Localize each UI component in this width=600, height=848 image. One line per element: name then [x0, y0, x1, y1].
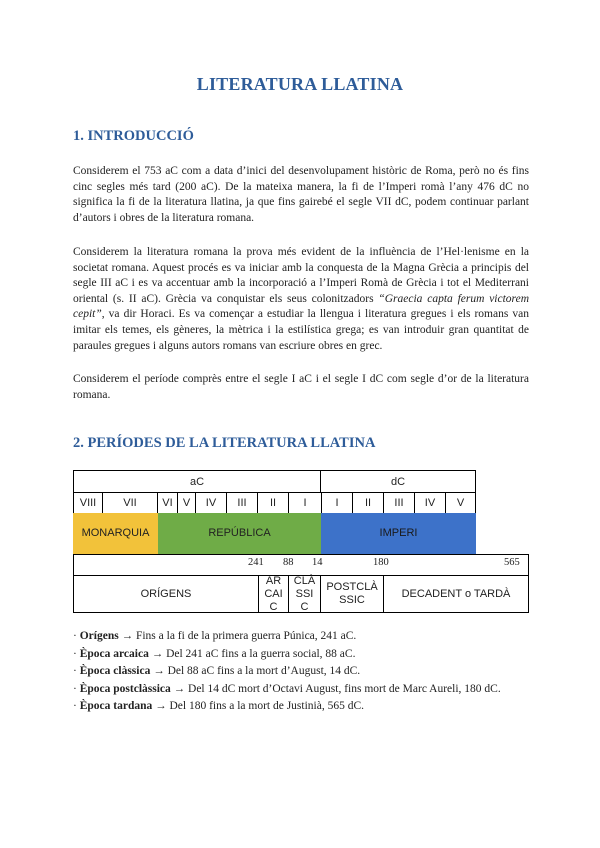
latin-quote: “Graecia capta ferum victorem cepit” — [73, 292, 529, 321]
century-cell: III — [226, 492, 258, 514]
century-cell: IV — [414, 492, 446, 514]
intro-paragraph-2 — [73, 245, 529, 354]
bullet: · — [73, 647, 77, 660]
period-description: → Del 88 aC fins a la mort d’August, 14 dC. — [150, 665, 361, 677]
century-cell: III — [383, 492, 415, 514]
year-label: 180 — [373, 557, 389, 568]
intro-paragraph-2-text-a: Considerem la literatura romana la prova més evident de la influència de l’Hel·lenisme en la societat romana. Aquest procés es va iniciar amb la conquesta de la Magna Grècia a principis del segle III aC i es va accentuar amb la incorporació a l’Imperi Romà de Grècia i tot el Mediterrani oriental (s. II aC). Grècia va conquistar els seus colonitzadors — [73, 246, 529, 305]
century-cell: II — [352, 492, 384, 514]
section-heading-periodes: 2. PERÍODES DE LA LITERATURA LLATINA — [73, 435, 376, 451]
document-title: LITERATURA LLATINA — [196, 74, 404, 94]
section-heading-introduccio: 1. INTRODUCCIÓ — [73, 128, 194, 144]
period-description: → Fins a la fi de la primera guerra Púnica, 241 aC. — [118, 630, 357, 642]
years-row — [73, 554, 529, 576]
period-description: → Del 241 aC fins a la guerra social, 88 aC. — [148, 647, 356, 660]
period-name: Època clàssica — [79, 665, 151, 677]
year-label: 241 — [248, 557, 264, 568]
bullet: · — [73, 700, 77, 712]
list-item — [73, 663, 543, 681]
century-cell: IV — [195, 492, 227, 514]
century-cell: I — [321, 492, 353, 514]
list-item — [73, 681, 543, 699]
century-cell: V — [177, 492, 196, 514]
periods-timeline-table — [73, 470, 529, 613]
century-cell: VI — [157, 492, 178, 514]
regime-imperi: IMPERI — [321, 513, 476, 554]
period-decadent: DECADENT o TARDÀ — [383, 575, 529, 613]
periods-list — [73, 628, 543, 716]
bullet: · — [73, 665, 77, 677]
century-cell: I — [288, 492, 322, 514]
regime-republica: REPÚBLICA — [158, 513, 321, 554]
period-classic: CLÀSSIC — [288, 575, 321, 613]
period-name: Època postclàssica — [79, 682, 171, 695]
list-item — [73, 698, 543, 716]
year-label: 14 — [312, 557, 323, 568]
era-cell-dc: dC — [321, 470, 476, 493]
list-item — [73, 646, 543, 664]
intro-paragraph-2-text-b: , va dir Horaci. Es va començar a estudiar la llengua i literatura gregues i els romans van imitar els temes, els gèneres, la mètrica i la estilística grega; es van introduir gran quantitat de paraules gregues i alguns autors romans van escriure obres en grec. — [73, 308, 529, 352]
bullet: · — [73, 630, 77, 642]
era-cell-ac: aC — [73, 470, 321, 493]
period-description: → Del 14 dC mort d’Octavi August, fins mort de Marc Aureli, 180 dC. — [170, 682, 501, 695]
year-label: 88 — [283, 557, 294, 568]
list-item — [73, 628, 543, 646]
period-name: Època arcaica — [79, 647, 149, 660]
century-cell: VII — [102, 492, 158, 514]
intro-paragraph-1: Considerem el 753 aC com a data d’inici del desenvolupament històric de Roma, però no és fins cinc segles més tard (200 aC). De la mateixa manera, la fi de l’Imperi romà l’any 476 dC no significa la fi de la literatura llatina, ja que fins gairebé el segle VII dC, podem continuar parlant d’autors i obres de la literatura romana. — [73, 165, 529, 224]
intro-paragraph-3: Considerem el període comprès entre el segle I aC i el segle I dC com segle d’or de la literatura romana. — [73, 373, 529, 401]
period-origens: ORÍGENS — [73, 575, 259, 613]
bullet: · — [73, 682, 77, 695]
century-cell: VIII — [73, 492, 103, 514]
period-description: → Del 180 fins a la mort de Justinià, 565 dC. — [152, 700, 365, 712]
century-cell: V — [445, 492, 476, 514]
period-postclassic: POSTCLÀSSIC — [320, 575, 384, 613]
century-cell: II — [257, 492, 289, 514]
period-name: Orígens — [79, 630, 119, 642]
period-name: Època tardana — [79, 700, 153, 712]
year-label: 565 — [504, 557, 520, 568]
regime-monarquia: MONARQUIA — [73, 513, 158, 554]
period-arcaic: ARCAIC — [258, 575, 289, 613]
